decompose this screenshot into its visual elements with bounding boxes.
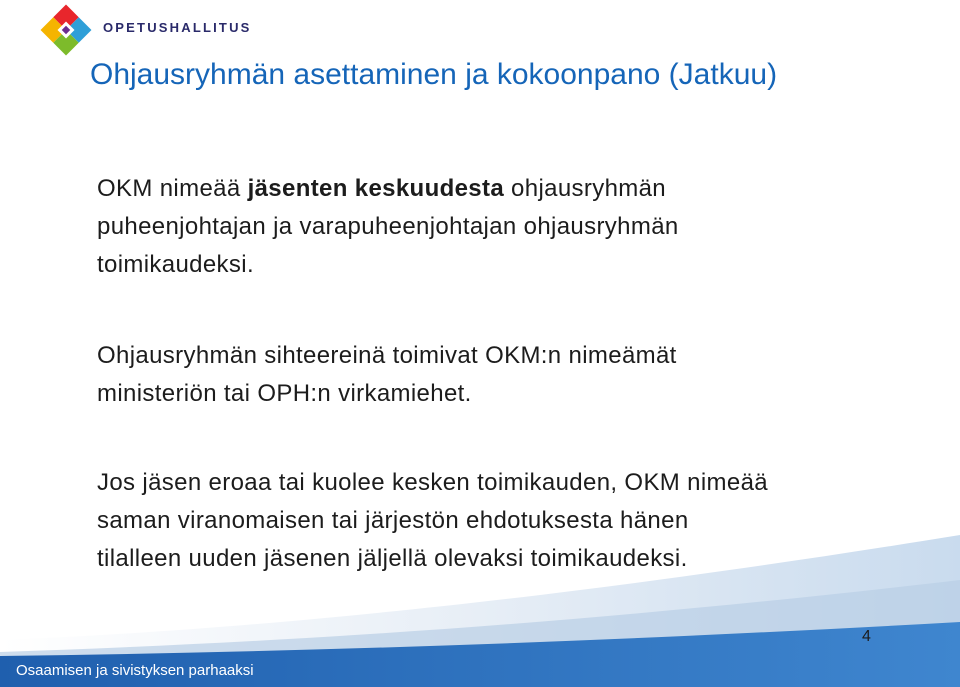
p1-line3: toimikaudeksi.	[97, 251, 254, 278]
footer-slogan: Osaamisen ja sivistyksen parhaaksi	[16, 662, 254, 679]
logo-text: OPETUSHALLITUS	[103, 20, 252, 35]
p3-line1: Jos jäsen eroaa tai kuolee kesken toimikauden, OKM nimeää	[97, 469, 768, 496]
p1-line1-pre: OKM nimeää	[97, 175, 248, 202]
p3-line3: tilalleen uuden jäsenen jäljellä olevaksi toimikaudeksi.	[97, 545, 688, 572]
slide-title: Ohjausryhmän asettaminen ja kokoonpano (Jatkuu)	[90, 58, 778, 91]
page-number: 4	[862, 628, 871, 645]
p3-line2: saman viranomaisen tai järjestön ehdotuksesta hänen	[97, 507, 689, 534]
p1-line1-bold: jäsenten keskuudesta	[247, 175, 505, 202]
paragraph-chair-appointment	[97, 170, 917, 284]
p1-line1-post: ohjausryhmän	[504, 175, 666, 202]
p1-line2: puheenjohtajan ja varapuheenjohtajan ohjausryhmän	[97, 213, 679, 240]
diamond-logo-icon	[38, 2, 94, 58]
p2-line2: ministeriön tai OPH:n virkamiehet.	[97, 380, 472, 407]
paragraph-member-replacement	[97, 464, 917, 578]
p2-line1: Ohjausryhmän sihteereinä toimivat OKM:n nimeämät	[97, 342, 677, 369]
paragraph-secretaries	[97, 337, 917, 413]
